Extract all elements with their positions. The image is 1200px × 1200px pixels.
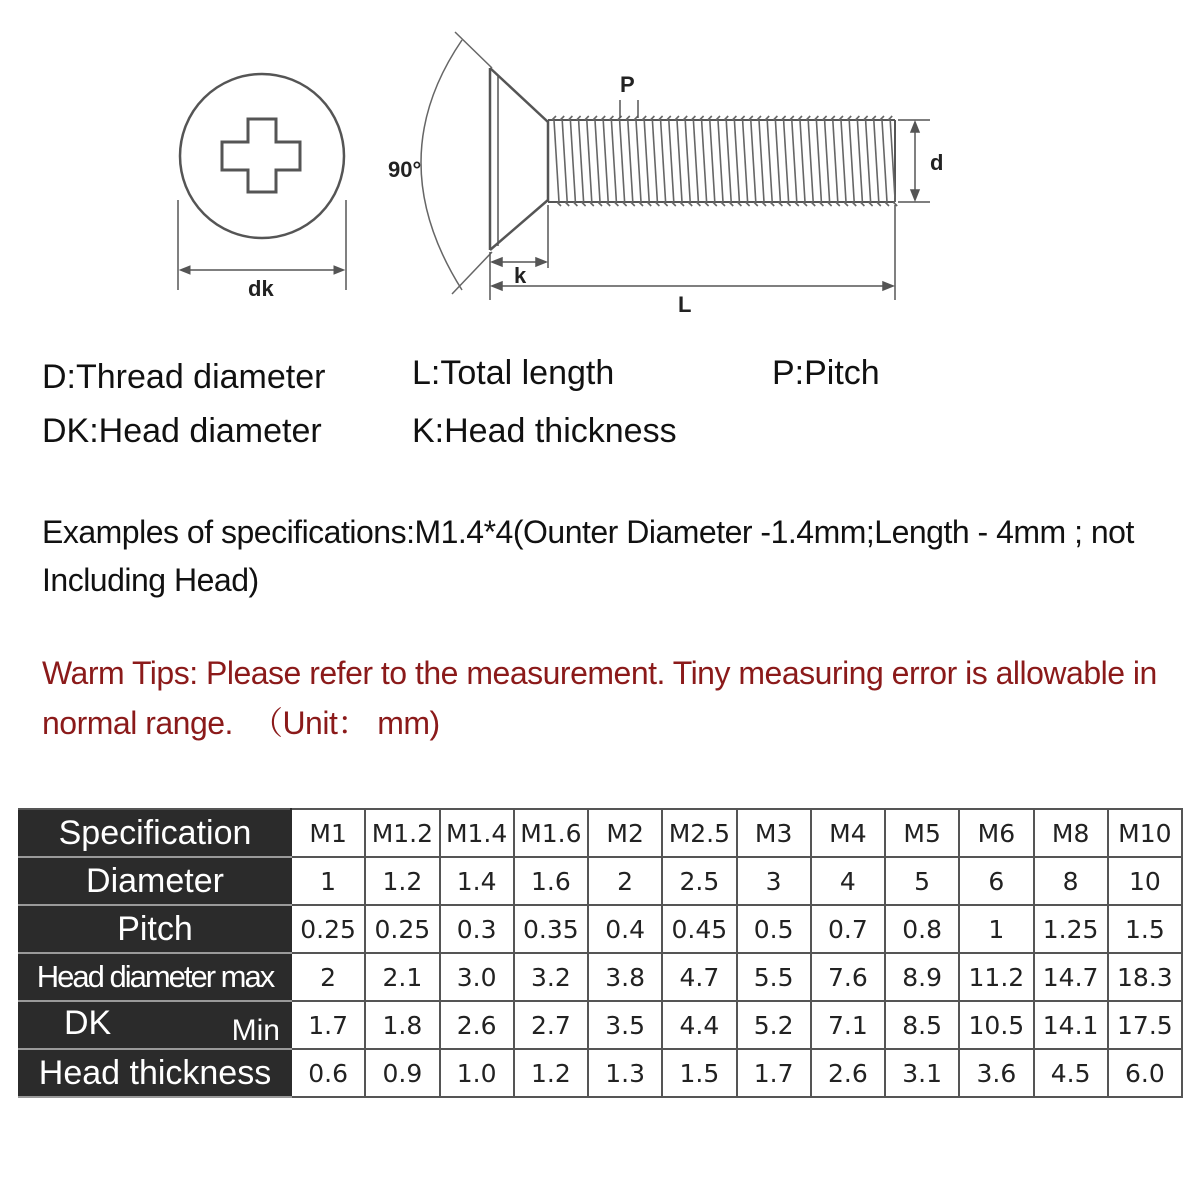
- screw-threads: [552, 116, 897, 206]
- table-cell: 1.7: [291, 1001, 365, 1049]
- l-dimension: [490, 205, 895, 300]
- d-dimension: [898, 120, 930, 202]
- k-label: k: [514, 263, 527, 288]
- row-header-head-diameter-max: Head diameter max: [19, 953, 291, 1001]
- table-cell: 0.25: [291, 905, 365, 953]
- table-cell: 1: [291, 857, 365, 905]
- table-cell: 0.6: [291, 1049, 365, 1097]
- table-cell: 0.7: [811, 905, 885, 953]
- table-cell: 1: [959, 905, 1033, 953]
- table-cell: 0.9: [365, 1049, 439, 1097]
- table-cell: M8: [1034, 809, 1108, 857]
- row-header-specification: Specification: [19, 809, 291, 857]
- table-cell: M6: [959, 809, 1033, 857]
- table-cell: 18.3: [1108, 953, 1182, 1001]
- table-cell: 1.5: [1108, 905, 1182, 953]
- table-cell: 7.1: [811, 1001, 885, 1049]
- table-cell: 3.2: [514, 953, 588, 1001]
- row-header-pitch: Pitch: [19, 905, 291, 953]
- legend-pitch: P:Pitch: [772, 354, 880, 392]
- table-cell: M1.2: [365, 809, 439, 857]
- dk-text: DK: [64, 1004, 112, 1042]
- dk-label: dk: [248, 276, 274, 301]
- table-cell: M2: [588, 809, 662, 857]
- table-cell: 2.1: [365, 953, 439, 1001]
- table-cell: 17.5: [1108, 1001, 1182, 1049]
- table-cell: 3.1: [885, 1049, 959, 1097]
- table-cell: 3.5: [588, 1001, 662, 1049]
- table-cell: 3.0: [440, 953, 514, 1001]
- screw-head-top-view: [178, 74, 346, 290]
- table-cell: 8.5: [885, 1001, 959, 1049]
- table-cell: M1: [291, 809, 365, 857]
- legend-total-length: L:Total length: [412, 354, 615, 392]
- table-cell: 1.8: [365, 1001, 439, 1049]
- table-cell: 7.6: [811, 953, 885, 1001]
- table-cell: 1.2: [514, 1049, 588, 1097]
- table-cell: 11.2: [959, 953, 1033, 1001]
- row-header-dk-min: [19, 1001, 291, 1049]
- table-cell: 1.7: [737, 1049, 811, 1097]
- table-cell: 14.1: [1034, 1001, 1108, 1049]
- table-cell: 2.7: [514, 1001, 588, 1049]
- table-cell: 3.8: [588, 953, 662, 1001]
- table-cell: 1.4: [440, 857, 514, 905]
- table-cell: 0.25: [365, 905, 439, 953]
- row-header-diameter: Diameter: [19, 857, 291, 905]
- table-cell: 1.6: [514, 857, 588, 905]
- p-label: P: [620, 72, 635, 97]
- table-cell: M1.6: [514, 809, 588, 857]
- table-cell: 2: [588, 857, 662, 905]
- table-cell: 14.7: [1034, 953, 1108, 1001]
- table-cell: 8.9: [885, 953, 959, 1001]
- table-cell: 1.0: [440, 1049, 514, 1097]
- table-cell: 3.6: [959, 1049, 1033, 1097]
- unit-note: （Unit： mm): [250, 705, 440, 741]
- table-cell: 8: [1034, 857, 1108, 905]
- table-row-specification: [19, 809, 1182, 857]
- table-row-pitch: [19, 905, 1182, 953]
- screw-side-view: [490, 68, 895, 250]
- table-cell: 2.6: [811, 1049, 885, 1097]
- angle-label: 90°: [388, 157, 422, 182]
- table-cell: 1.25: [1034, 905, 1108, 953]
- table-cell: 5.2: [737, 1001, 811, 1049]
- row-header-head-thickness: Head thickness: [19, 1049, 291, 1097]
- angle-arc: [421, 32, 492, 294]
- table-cell: 0.45: [662, 905, 736, 953]
- min-text: Min: [231, 1014, 280, 1047]
- table-cell: M3: [737, 809, 811, 857]
- table-cell: 1.3: [588, 1049, 662, 1097]
- table-row-diameter: [19, 857, 1182, 905]
- table-cell: M10: [1108, 809, 1182, 857]
- legend-head-thickness: K:Head thickness: [412, 412, 677, 450]
- table-cell: M4: [811, 809, 885, 857]
- table-row-head-diameter-max: [19, 953, 1182, 1001]
- table-cell: 4.7: [662, 953, 736, 1001]
- table-cell: 4.5: [1034, 1049, 1108, 1097]
- table-cell: 10: [1108, 857, 1182, 905]
- table-cell: M1.4: [440, 809, 514, 857]
- table-cell: 0.4: [588, 905, 662, 953]
- table-cell: 3: [737, 857, 811, 905]
- screw-diagram: [0, 0, 1200, 340]
- table-row-head-thickness: [19, 1049, 1182, 1097]
- table-cell: 2.6: [440, 1001, 514, 1049]
- table-cell: 2.5: [662, 857, 736, 905]
- legend-head-diameter: DK:Head diameter: [42, 412, 322, 450]
- warm-tips: [42, 648, 1192, 748]
- warm-tips-text: Warm Tips: Please refer to the measurement. Tiny measuring error is allowable in normal range.: [42, 655, 1157, 741]
- table-cell: 0.5: [737, 905, 811, 953]
- example-specification: Examples of specifications:M1.4*4(Ounter Diameter -1.4mm;Length - 4mm ; not Including Head): [42, 514, 1134, 598]
- table-cell: 6.0: [1108, 1049, 1182, 1097]
- specification-table: [18, 808, 1183, 1098]
- table-cell: 4.4: [662, 1001, 736, 1049]
- table-cell: 0.35: [514, 905, 588, 953]
- table-cell: 5.5: [737, 953, 811, 1001]
- table-cell: M2.5: [662, 809, 736, 857]
- table-row-dk-min: [19, 1001, 1182, 1049]
- table-cell: 5: [885, 857, 959, 905]
- legend-thread-diameter: D:Thread diameter: [42, 358, 326, 396]
- table-cell: 1.5: [662, 1049, 736, 1097]
- table-cell: 4: [811, 857, 885, 905]
- table-cell: 0.8: [885, 905, 959, 953]
- table-cell: 1.2: [365, 857, 439, 905]
- l-label: L: [678, 292, 692, 317]
- k-dimension: [492, 205, 548, 268]
- table-cell: 0.3: [440, 905, 514, 953]
- d-label: d: [930, 150, 944, 175]
- table-cell: 10.5: [959, 1001, 1033, 1049]
- table-cell: 6: [959, 857, 1033, 905]
- table-cell: M5: [885, 809, 959, 857]
- pitch-dimension: [620, 100, 638, 118]
- table-cell: 2: [291, 953, 365, 1001]
